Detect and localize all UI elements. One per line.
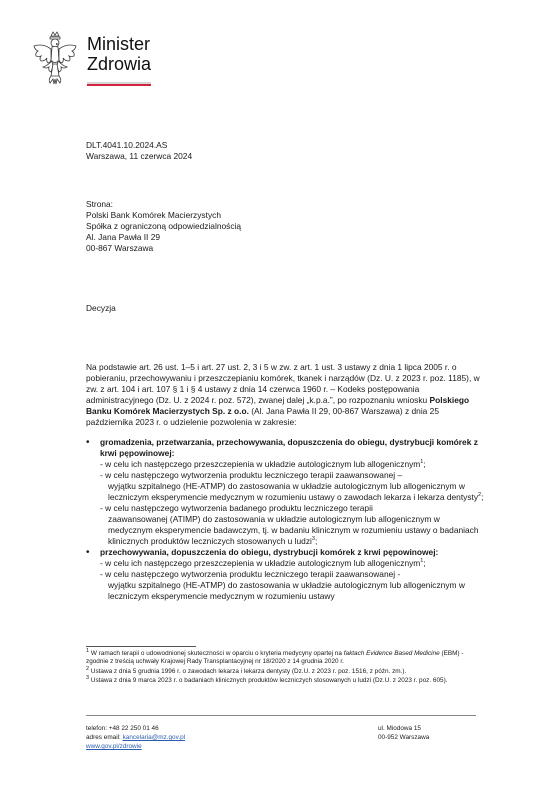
polish-eagle-emblem-icon [30,30,80,90]
scope-1-b-text: wyjątku szpitalnego (HE-ATMP) do zastosowania w układzie autologicznym lub allogenicznym w leczniczym eksperymencie medycznym w rozumieniu ustawy o zawodach lekarza i lekarza dentysty [108,481,479,502]
party-label: Strona: [86,199,114,209]
scope-1-c-line1: - w celu następczego wytworzenia badanego produktu leczniczego terapii [100,503,373,513]
intro-text-1: Na podstawie art. 26 ust. 1–5 i art. 27 ust. 2, 3 i 5 w zw. z art. 1 ust. 3 ustawy z dnia 1 lipca 2005 r. o pobieraniu, przechowywaniu i przeszczepianiu komórek, tkanek i narządów (Dz. U. z 2023 r. poz. 1185), w zw. z art. 104 i art. 107 § 1 i § 4 ustawy z dnia 14 czerwca 1960 r. – Kodeks postępowania administracyjnego (Dz. U. z 2024 r. poz. 572), zwanej dalej „k.p.a.”, po rozpoznaniu wniosku [86,362,480,405]
footer-contact [86,724,185,751]
footnote-3 [86,674,486,685]
footnote-ref: 1 [420,459,424,466]
scope-1-b [100,481,486,503]
footer-email-label: adres email: [86,734,123,741]
footnote-1-italic: faktach Evidence Based Medicine [343,650,440,657]
scope-1-a-end: ; [423,459,426,469]
scope-2-a-end: ; [423,558,426,568]
scope-1-c-text: zaawansowanej (ATIMP) do zastosowania w układzie autologicznym lub allogenicznym w medycznym eksperymencie badawczym, tj. w badaniu klinicznym w rozumieniu ustawy o badaniach klinicznych produktów leczniczych stosowanych u ludzi [108,514,479,546]
list-item [86,437,486,547]
footnote-number: 2 [86,665,90,672]
flag-stripe-red [87,84,151,86]
footnote-number: 3 [86,674,90,681]
scope-1-a [100,459,486,470]
intro-paragraph [86,362,486,428]
footer-street: ul. Miodowa 15 [378,725,421,732]
case-number: DLT.4041.10.2024.AS [86,140,168,150]
scope-2-b-line1: - w celu następczego wytworzenia produktu leczniczego terapii zaawansowanej - [100,569,401,579]
scope-2-b-text: wyjątku szpitalnego (HE-ATMP) do zastosowania w układzie autologicznym lub allogenicznym w leczniczym eksperymencie medycznym w rozumieniu ustawy [108,580,465,601]
decision-body [86,362,486,602]
footnote-1-text-b: (EBM) - zgodnie z treścią uchwały Krajowej Rady Transplantacyjnej nr 18/2020 z 14 grudnia 2020 r. [86,650,464,666]
footnotes [86,647,486,686]
party-street: Al. Jana Pawła II 29 [86,232,161,242]
place-date: Warszawa, 11 czerwca 2024 [86,151,193,161]
footer-email-line [86,733,185,742]
scope-2-a-text: - w celu ich następczego przeszczepienia w układzie autologicznym lub allogenicznym [100,558,421,568]
footer-city: 00-952 Warszawa [378,734,430,741]
scope-heading-2: przechowywania, dopuszczenia do obiegu, dystrybucji komórek z krwi pępowinowej: [100,547,439,557]
scope-list [86,437,486,602]
footnote-ref: 3 [311,536,315,543]
ministry-name-line1: Minister [87,34,151,54]
footnote-number: 1 [86,647,90,654]
scope-1-c-end: ; [314,536,318,546]
footnote-ref: 1 [420,558,424,565]
footnote-1 [86,647,486,667]
footnote-3-text: Ustawa z dnia 9 marca 2023 r. o badaniach klinicznych produktów leczniczych stosowanych u ludzi (Dz.U. z 2023 r. poz. 605). [89,676,448,684]
flag-stripe [87,82,151,86]
intro-text-2: (Al. Jana Pawła II 29, 00-867 Warszawa) z dnia 25 października 2023 r. o udzielenie pozwolenia w zakresie: [86,406,439,427]
scope-1-a-text: - w celu ich następczego przeszczepienia w układzie autologicznym lub allogenicznym [100,459,421,469]
footer-phone: telefon: +48 22 250 01 46 [86,725,159,732]
scope-2-a [100,558,486,569]
intro-company: Polskiego Banku Komórek Macierzystych Sp. z o.o. [86,395,470,416]
party-block [86,199,241,254]
reference-block [86,140,192,162]
scope-1-b-line1: - w celu następczego wytworzenia produktu leczniczego terapii zaawansowanej – [100,470,403,480]
ministry-name-line2: Zdrowia [87,54,152,74]
website-link[interactable]: www.gov.pl/zdrowie [86,743,142,750]
ministry-name [87,34,151,74]
party-legal-form: Spółka z ograniczoną odpowiedzialnością [86,221,242,231]
document-title: Decyzja [86,303,116,313]
footer-divider [86,715,476,716]
scope-heading-1: gromadzenia, przetwarzania, przechowywania, dopuszczenia do obiegu, dystrybucji komórek z krwi pępowinowej: [100,437,478,458]
footnote-2-text: Ustawa z dnia 5 grudnia 1996 r. o zawodach lekarza i lekarza dentysty (Dz.U. z 2023 r. poz. 1516, z późn. zm.). [89,667,407,675]
footnote-2 [86,665,486,676]
letterhead [30,30,270,100]
email-link[interactable]: kancelaria@mz.gov.pl [122,734,186,741]
scope-1-b-end: ; [481,492,484,502]
footnote-ref: 2 [478,492,482,499]
party-name: Polski Bank Komórek Macierzystych [86,210,221,220]
list-item [86,547,486,602]
scope-1-c [100,514,486,547]
footnote-1-text-a: W ramach terapii o udowodnionej skuteczności w oparciu o kryteria medycyny opartej na [89,650,344,657]
footnote-divider [86,646,196,647]
footer-address [378,724,429,742]
party-city: 00-867 Warszawa [86,243,154,253]
